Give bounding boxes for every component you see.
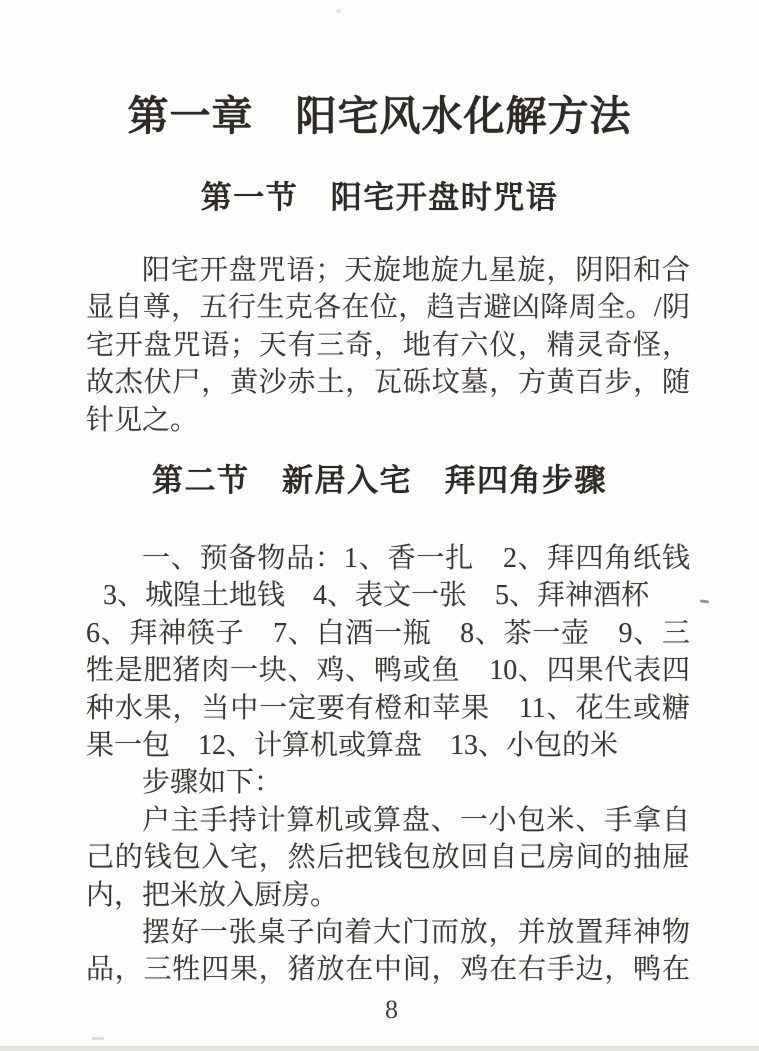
text-line: 故杰伏尸，黄沙赤土，瓦砾坟墓，方黄百步，随 [86,367,690,399]
section-2-title: 第二节 新居入宅 拜四角步骤 [152,463,607,498]
text-line: 步骤如下： [142,767,283,799]
scan-speck [700,599,709,603]
scan-edge-shadow [0,1046,759,1051]
text-line: 品，三牲四果，猪放在中间，鸡在右手边，鸭在 [86,954,690,986]
text-line: 果一包 12、计算机或算盘 13、小包的米 [86,729,619,761]
section-1-paragraph [86,252,690,439]
text-line: 一、预备物品：1、香一扎 2、拜四角纸钱 [142,543,690,574]
text-line: 牲是肥猪肉一块、鸡、鸭或鱼 10、四果代表四 [86,655,690,687]
text-line: 针见之。 [86,404,199,436]
text-line: 阳宅开盘咒语；天旋地旋九星旋，阴阳和合 [142,255,690,286]
chapter-title: 第一章 阳宅风水化解方法 [127,93,632,139]
text-line: 6、拜神筷子 7、白酒一瓶 8、茶一壶 9、三 [86,617,690,649]
section-1-title: 第一节 阳宅开盘时咒语 [200,180,559,215]
page-number: 8 [385,995,398,1024]
text-line: 摆好一张桌子向着大门而放，并放置拜神物 [142,916,690,948]
text-line: 内，把米放入厨房。 [86,879,339,911]
section-2-paragraph [86,540,690,989]
text-line: 种水果，当中一定要有橙和苹果 11、花生或糖 [86,692,690,724]
text-line: 宅开盘咒语；天有三奇，地有六仪，精灵奇怪， [86,329,690,361]
text-line: 显自尊，五行生克各在位，趋吉避凶降周全。/阴 [86,292,690,324]
scan-speck [92,1037,104,1040]
text-line: 户主手持计算机或算盘、一小包米、手拿自 [142,804,690,836]
text-line: 己的钱包入宅，然后把钱包放回自己房间的抽屉 [86,842,690,874]
text-line: 3、城隍土地钱 4、表文一张 5、拜神酒杯 [103,580,650,612]
scan-speck [336,9,341,13]
